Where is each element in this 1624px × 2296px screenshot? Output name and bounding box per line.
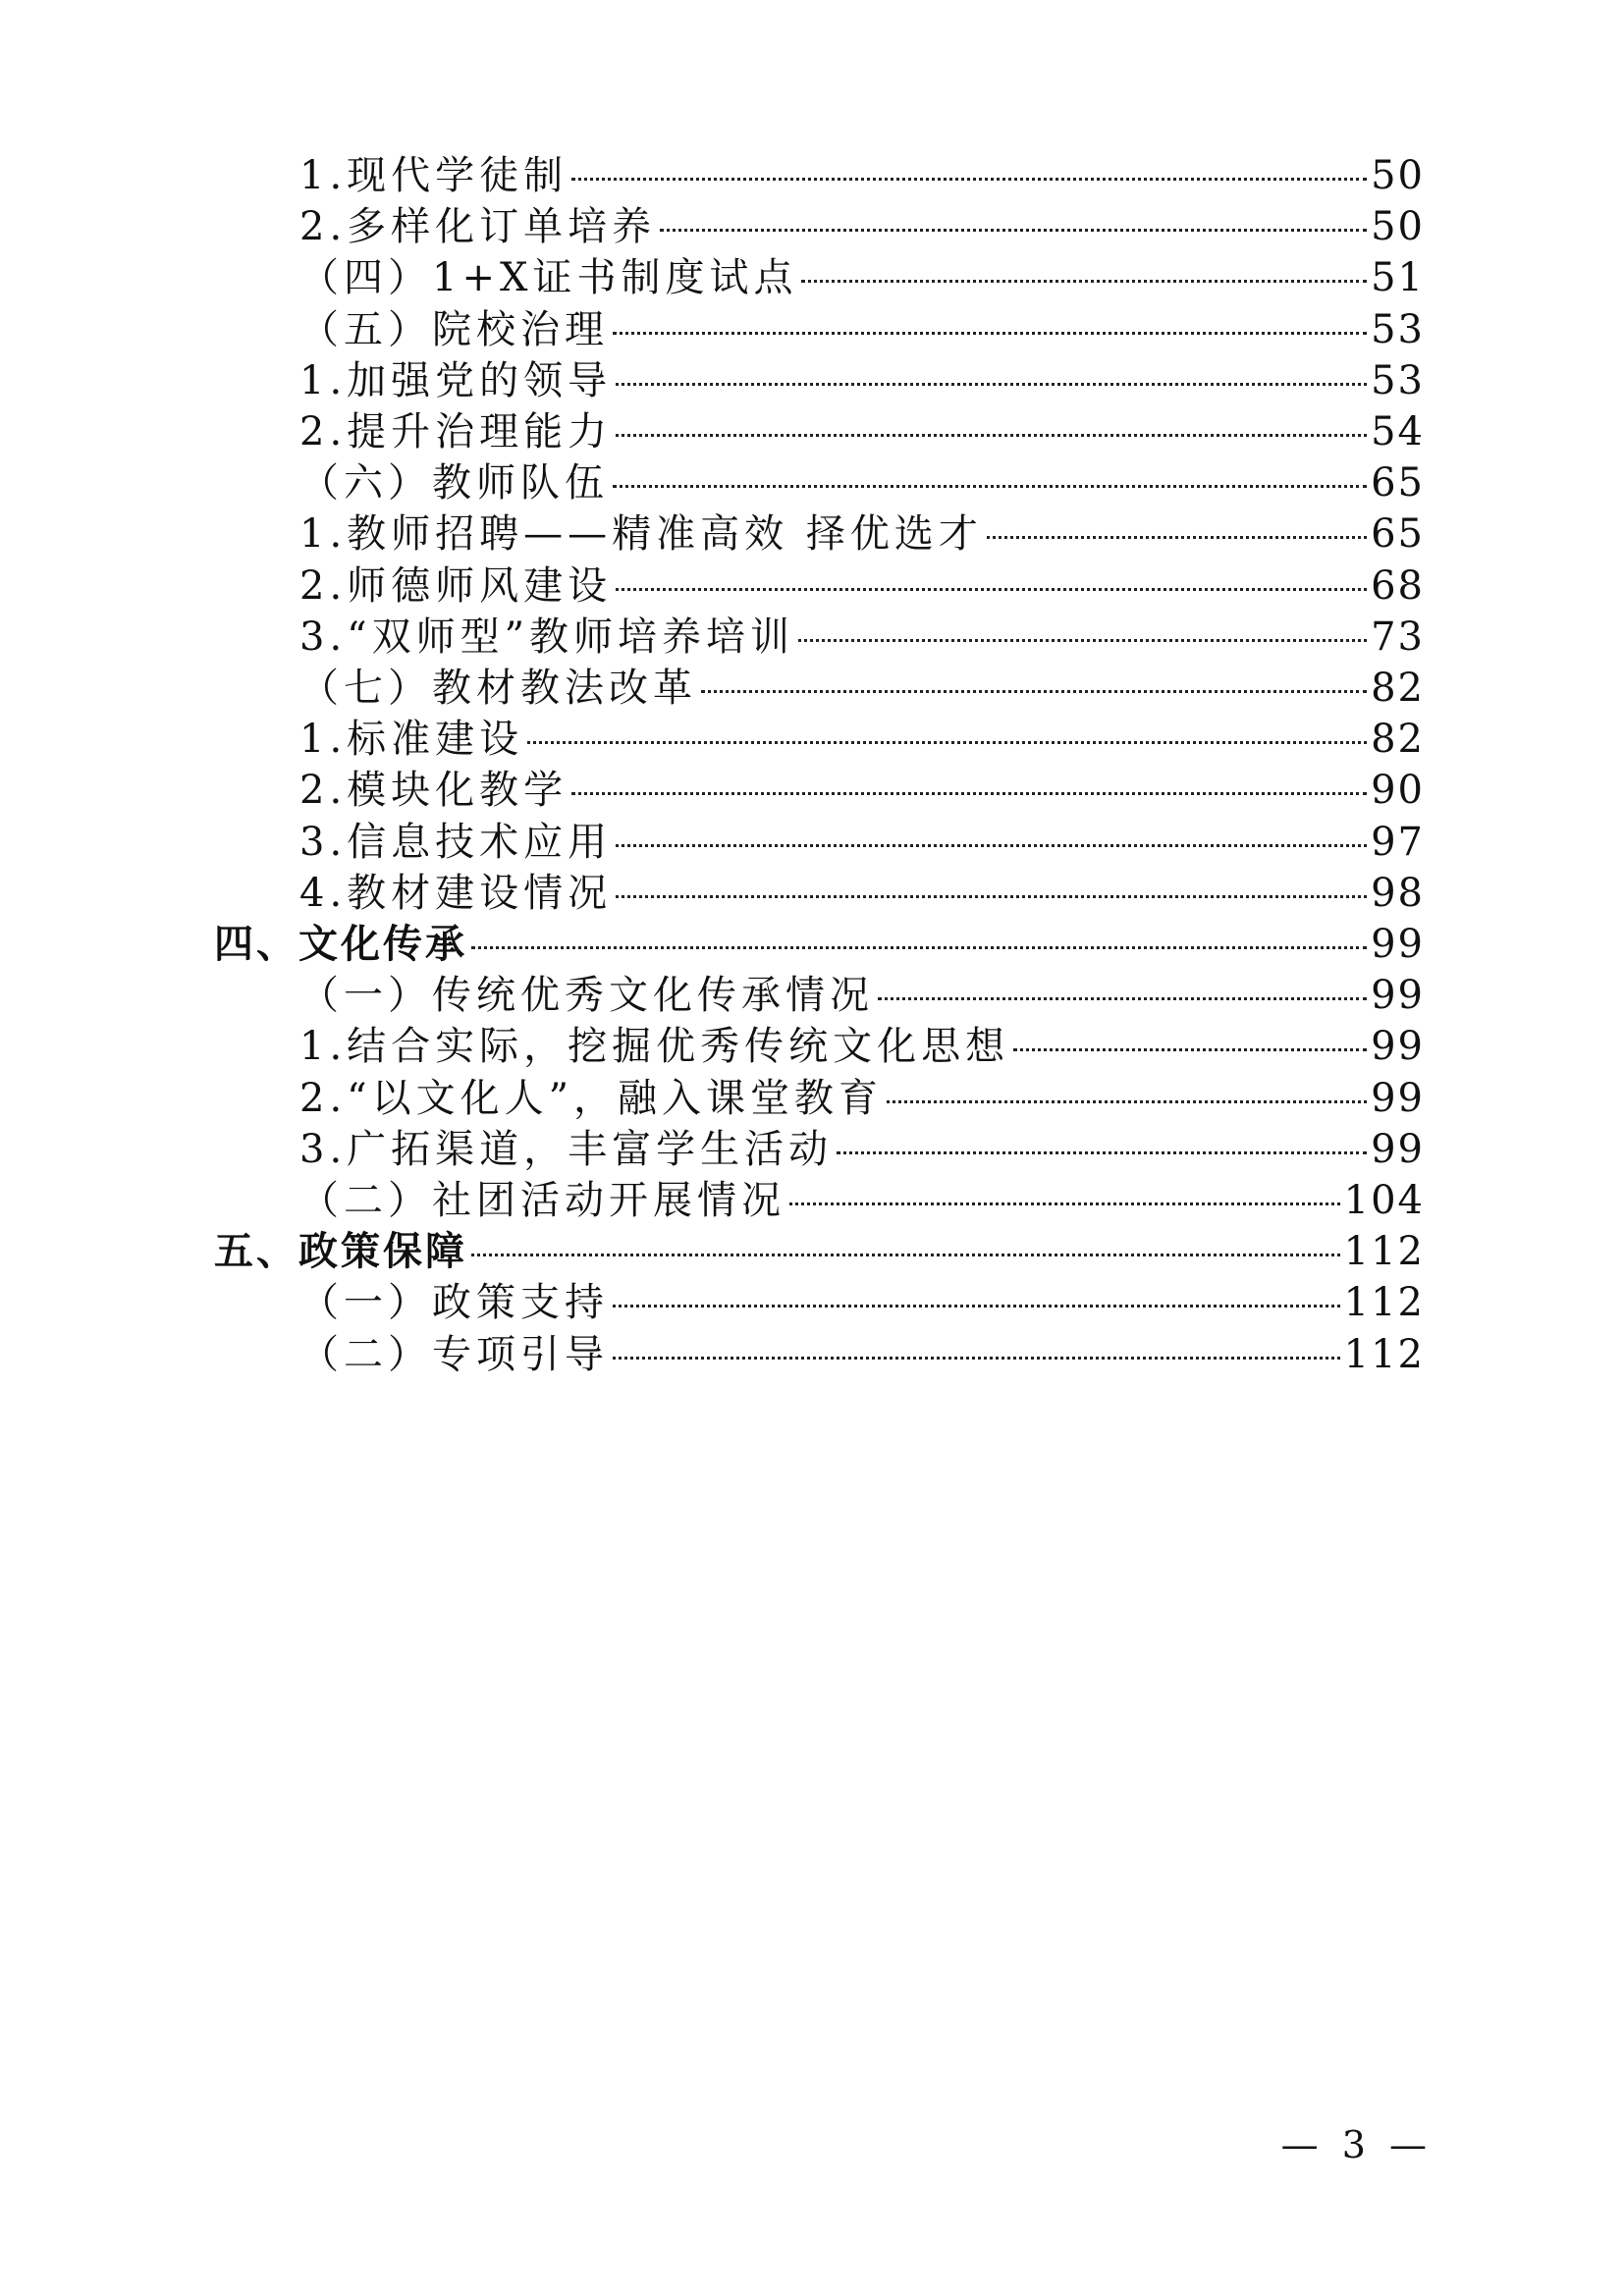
toc-dot-leader (616, 588, 1367, 591)
toc-entry-page: 104 (1343, 1178, 1425, 1223)
toc-entry (299, 352, 1425, 409)
toc-entry-label: 2.师德师风建设 (299, 562, 613, 609)
toc-entry (299, 609, 1425, 666)
toc-entry (299, 1121, 1425, 1178)
toc-dot-leader (616, 895, 1367, 898)
page-number-footer: — 3 — (1280, 2123, 1433, 2166)
toc-entry-label: （六）教师队伍 (299, 460, 609, 507)
toc-entry (299, 1018, 1425, 1075)
toc-entry (299, 1070, 1425, 1127)
toc-entry (299, 1172, 1425, 1229)
toc-entry-page: 97 (1371, 819, 1425, 865)
toc-entry-page: 99 (1371, 1075, 1425, 1121)
toc-entry-label: 2.提升治理能力 (299, 409, 613, 454)
toc-entry-page: 112 (1343, 1331, 1425, 1377)
toc-entry (299, 660, 1425, 717)
toc-entry-page: 50 (1371, 204, 1425, 250)
toc-entry-page: 53 (1371, 357, 1425, 403)
toc-entry-page: 65 (1371, 511, 1425, 558)
toc-entry-label: 4.教材建设情况 (299, 870, 613, 916)
toc-entry-page: 99 (1371, 1126, 1425, 1172)
toc-dot-leader (660, 229, 1367, 232)
toc-entry-page: 73 (1371, 614, 1425, 660)
toc-entry (299, 249, 1425, 306)
toc-entry-page: 53 (1371, 306, 1425, 352)
toc-entry (214, 916, 1425, 973)
toc-entry (299, 506, 1425, 562)
toc-entry-label: 1.结合实际，挖掘优秀传统文化思想 (299, 1024, 1010, 1070)
toc-dot-leader (571, 792, 1367, 795)
toc-entry-label: 五、政策保障 (214, 1228, 467, 1275)
toc-entry-page: 99 (1371, 922, 1425, 967)
toc-entry-label: （一）政策支持 (299, 1280, 609, 1326)
toc-entry-page: 50 (1371, 153, 1425, 198)
toc-dot-leader (616, 383, 1367, 386)
toc-entry-page: 112 (1343, 1229, 1425, 1275)
toc-entry (299, 454, 1425, 511)
toc-dot-leader (471, 1254, 1340, 1256)
toc-entry-label: 四、文化传承 (214, 921, 467, 967)
toc-dot-leader (613, 332, 1367, 335)
toc-entry-page: 51 (1371, 255, 1425, 301)
toc-entry-page: 65 (1371, 460, 1425, 507)
toc-entry-label: （七）教材教法改革 (299, 666, 697, 711)
toc-entry (214, 1223, 1425, 1280)
toc-entry-label: 1.标准建设 (299, 717, 524, 763)
toc-entry (299, 711, 1425, 768)
toc-entry-page: 82 (1371, 666, 1425, 711)
toc-entry-label: 3.信息技术应用 (299, 819, 613, 865)
toc-entry-label: 2.多样化订单培养 (299, 204, 657, 250)
toc-dot-leader (1013, 1048, 1367, 1051)
toc-entry (299, 403, 1425, 460)
toc-dot-leader (878, 997, 1367, 1000)
toc-entry-label: （五）院校治理 (299, 306, 609, 352)
toc-entry (299, 1274, 1425, 1331)
toc-entry-page: 112 (1343, 1280, 1425, 1326)
toc-entry-page: 98 (1371, 870, 1425, 916)
toc-dot-leader (616, 434, 1367, 437)
toc-dot-leader (987, 536, 1367, 539)
toc-entry-label: 2.“以文化人”，融入课堂教育 (299, 1075, 884, 1121)
toc-entry-label: 1.教师招聘——精准高效 择优选才 (299, 511, 983, 558)
toc-dot-leader (613, 1357, 1340, 1360)
toc-entry-label: （一）传统优秀文化传承情况 (299, 973, 874, 1019)
toc-entry (299, 301, 1425, 358)
toc-entry-label: 1.现代学徒制 (299, 153, 568, 198)
toc-entry (299, 762, 1425, 819)
toc-dot-leader (887, 1100, 1367, 1103)
toc-entry-label: （四）1+X证书制度试点 (299, 255, 798, 301)
toc-entry-page: 99 (1371, 973, 1425, 1019)
toc-entry (299, 558, 1425, 614)
toc-entry-page: 99 (1371, 1024, 1425, 1070)
toc-dot-leader (616, 844, 1367, 847)
toc-entry (299, 967, 1425, 1024)
toc-dot-leader (801, 280, 1367, 283)
toc-dot-leader (789, 1202, 1340, 1205)
toc-dot-leader (571, 178, 1367, 181)
toc-entry-label: 2.模块化教学 (299, 768, 568, 814)
toc-dot-leader (701, 690, 1367, 693)
toc-entry (299, 147, 1425, 204)
toc-dot-leader (798, 639, 1367, 642)
toc-dot-leader (837, 1151, 1367, 1154)
toc-dot-leader (471, 946, 1367, 949)
toc-entry-label: （二）专项引导 (299, 1331, 609, 1377)
toc-entry-page: 54 (1371, 409, 1425, 454)
toc-entry (299, 198, 1425, 255)
toc-entry-page: 90 (1371, 768, 1425, 814)
toc-dot-leader (613, 485, 1367, 488)
toc-entry (299, 1326, 1425, 1383)
toc-entry-page: 82 (1371, 717, 1425, 763)
toc-entry (299, 814, 1425, 871)
toc-entry-page: 68 (1371, 562, 1425, 609)
toc-entry-label: 3.广拓渠道，丰富学生活动 (299, 1126, 834, 1172)
toc-dot-leader (527, 741, 1367, 744)
toc-entry (299, 865, 1425, 922)
toc-entry-label: （二）社团活动开展情况 (299, 1178, 785, 1223)
toc-dot-leader (613, 1305, 1340, 1308)
toc-entry-label: 1.加强党的领导 (299, 357, 613, 403)
toc-entry-label: 3.“双师型”教师培养培训 (299, 614, 795, 660)
